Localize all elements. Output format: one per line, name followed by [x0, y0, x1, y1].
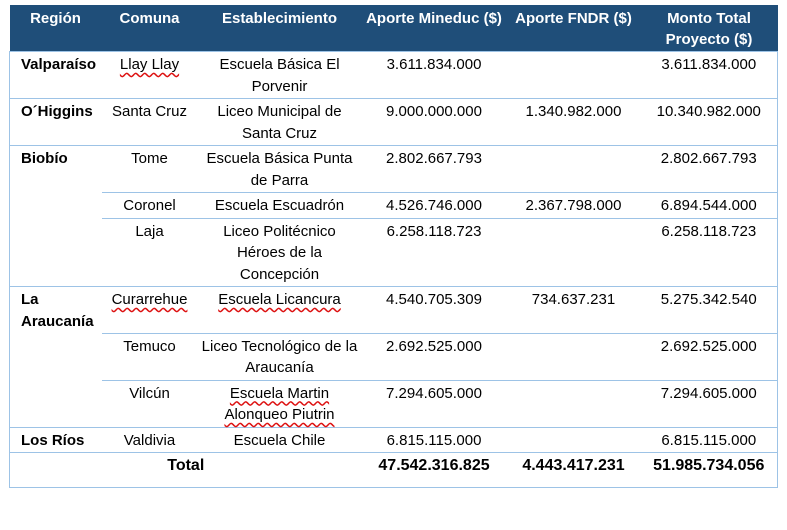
establecimiento-cell: Liceo Tecnológico de la Araucanía [198, 333, 362, 380]
totals-monto: 51.985.734.056 [641, 453, 778, 488]
totals-mineduc: 47.542.316.825 [362, 453, 507, 488]
region-cell: O´Higgins [10, 99, 102, 146]
establecimiento-cell: Liceo Municipal de Santa Cruz [198, 99, 362, 146]
fndr-cell [507, 218, 641, 287]
table-header [10, 5, 778, 52]
table-row [10, 193, 778, 219]
funding-table [9, 5, 778, 488]
header-region: Región [10, 5, 102, 52]
totals-row [10, 453, 778, 488]
fndr-cell [507, 146, 641, 193]
table-row [10, 287, 778, 334]
establecimiento-cell: Escuela Chile [198, 427, 362, 453]
mineduc-cell: 2.802.667.793 [362, 146, 507, 193]
establecimiento-cell [198, 380, 362, 427]
fndr-cell [507, 333, 641, 380]
spellcheck-word: Llay Llay [119, 56, 180, 73]
header-row [10, 5, 778, 52]
comuna-cell: Temuco [102, 333, 198, 380]
total-cell: 2.692.525.000 [641, 333, 778, 380]
fndr-cell: 734.637.231 [507, 287, 641, 334]
table-body [10, 52, 778, 488]
total-cell: 6.894.544.000 [641, 193, 778, 219]
mineduc-cell: 6.258.118.723 [362, 218, 507, 287]
mineduc-cell: 7.294.605.000 [362, 380, 507, 427]
fndr-cell: 1.340.982.000 [507, 99, 641, 146]
comuna-cell: Tome [102, 146, 198, 193]
comuna-cell [102, 52, 198, 99]
total-cell: 2.802.667.793 [641, 146, 778, 193]
total-cell: 6.815.115.000 [641, 427, 778, 453]
establecimiento-cell: Escuela Escuadrón [198, 193, 362, 219]
header-aporte-fndr: Aporte FNDR ($) [507, 5, 641, 52]
table-row [10, 99, 778, 146]
spellcheck-word: Escuela Martin Alonqueo Piutrin [224, 384, 335, 423]
mineduc-cell: 3.611.834.000 [362, 52, 507, 99]
region-cell [10, 333, 102, 380]
comuna-cell [102, 287, 198, 334]
totals-fndr: 4.443.417.231 [507, 453, 641, 488]
table-row [10, 427, 778, 453]
fndr-cell [507, 52, 641, 99]
table-row [10, 146, 778, 193]
region-cell [10, 218, 102, 287]
header-establecimiento: Establecimiento [198, 5, 362, 52]
mineduc-cell: 2.692.525.000 [362, 333, 507, 380]
establecimiento-cell: Liceo Politécnico Héroes de la Concepción [198, 218, 362, 287]
region-cell: Biobío [10, 146, 102, 193]
header-aporte-mineduc: Aporte Mineduc ($) [362, 5, 507, 52]
header-monto-total: Monto Total Proyecto ($) [641, 5, 778, 52]
region-cell: Los Ríos [10, 427, 102, 453]
fndr-cell: 2.367.798.000 [507, 193, 641, 219]
comuna-cell: Coronel [102, 193, 198, 219]
table-row [10, 380, 778, 427]
header-comuna: Comuna [102, 5, 198, 52]
establecimiento-cell: Escuela Básica Punta de Parra [198, 146, 362, 193]
fndr-cell [507, 427, 641, 453]
total-cell: 3.611.834.000 [641, 52, 778, 99]
totals-label: Total [10, 453, 362, 488]
total-cell: 7.294.605.000 [641, 380, 778, 427]
spellcheck-word: Escuela Licancura [218, 291, 341, 308]
region-cell: La Araucanía [10, 287, 102, 334]
total-cell: 10.340.982.000 [641, 99, 778, 146]
table-row [10, 52, 778, 99]
total-cell: 6.258.118.723 [641, 218, 778, 287]
fndr-cell [507, 380, 641, 427]
mineduc-cell: 9.000.000.000 [362, 99, 507, 146]
establecimiento-cell [198, 287, 362, 334]
mineduc-cell: 4.540.705.309 [362, 287, 507, 334]
comuna-cell: Santa Cruz [102, 99, 198, 146]
comuna-cell: Valdivia [102, 427, 198, 453]
spellcheck-word: Curarrehue [111, 291, 188, 308]
establecimiento-cell: Escuela Básica El Porvenir [198, 52, 362, 99]
region-cell: Valparaíso [10, 52, 102, 99]
mineduc-cell: 6.815.115.000 [362, 427, 507, 453]
table-row [10, 218, 778, 287]
total-cell: 5.275.342.540 [641, 287, 778, 334]
region-cell [10, 380, 102, 427]
region-cell [10, 193, 102, 219]
comuna-cell: Vilcún [102, 380, 198, 427]
table-row [10, 333, 778, 380]
mineduc-cell: 4.526.746.000 [362, 193, 507, 219]
comuna-cell: Laja [102, 218, 198, 287]
table-container [9, 5, 777, 488]
